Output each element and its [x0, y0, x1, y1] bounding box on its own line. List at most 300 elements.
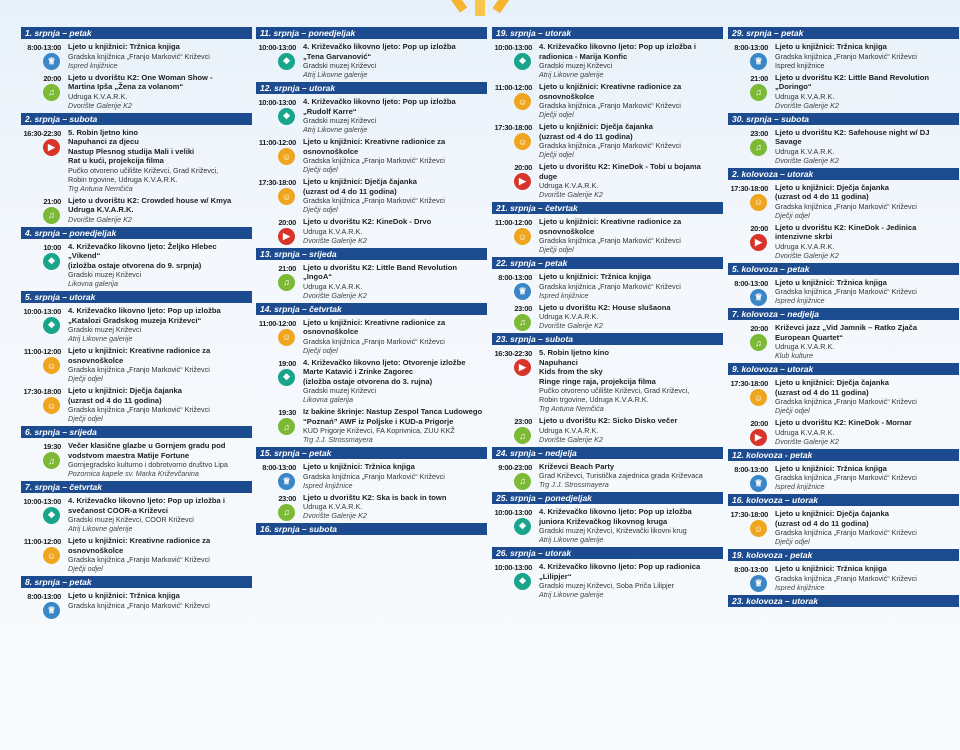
- day-block: [21, 227, 252, 289]
- event-body: [68, 536, 252, 573]
- event-time: 11:00-12:00: [23, 347, 61, 356]
- event-body: [303, 358, 487, 405]
- event-location: Ispred knjižnice: [303, 480, 353, 490]
- day-header: 2. srpnja – subota: [21, 113, 252, 125]
- event-body: [539, 416, 723, 444]
- event-organizer: Udruga K.V.A.R.K.: [303, 281, 363, 291]
- event-item: [21, 441, 252, 478]
- event-location: Trg J.J. Strossmayera: [303, 435, 373, 444]
- event-organizer: Gradska knjižnica „Franjo Marković“ Križevci: [775, 51, 917, 61]
- event-item: [492, 348, 723, 413]
- event-title: radionica - Marija Konfic: [539, 51, 628, 61]
- event-organizer: Gradski muzej Križevci: [68, 270, 142, 279]
- event-body: [68, 591, 252, 610]
- event-time: 11:00-12:00: [23, 537, 61, 546]
- event-location: Dječji odjel: [303, 205, 338, 214]
- event-body: [303, 137, 487, 174]
- day-header: 16. srpnja – subota: [256, 523, 487, 535]
- event-body: [775, 183, 959, 220]
- event-body: [539, 562, 723, 599]
- event-title: Ljeto u dvorištu K2: KineDok - Drvo: [303, 217, 432, 226]
- event-body: [303, 493, 487, 521]
- event-item: [728, 183, 959, 220]
- event-time: 19:00: [278, 358, 296, 368]
- event-location: Dvorište Galerije K2: [303, 290, 367, 300]
- event-body: [775, 378, 959, 415]
- event-title: Ljeto u knjižnici: Tržnica knjiga: [775, 564, 887, 573]
- kids-icon: ☺: [43, 397, 60, 414]
- event-item: [728, 128, 959, 165]
- event-time: 21:00: [278, 263, 296, 273]
- day-header: 22. srpnja – petak: [492, 257, 723, 269]
- day-block: [21, 113, 252, 224]
- film-icon: ▶: [514, 173, 531, 190]
- day-block: [728, 549, 959, 592]
- event-location: Dvorište Galerije K2: [775, 100, 839, 110]
- event-body: [68, 196, 252, 224]
- event-item: [256, 263, 487, 300]
- library-icon: ♕: [750, 475, 767, 492]
- library-icon: ♕: [278, 473, 295, 490]
- event-location: Dječji odjel: [539, 150, 574, 159]
- event-location: Dvorište Galerije K2: [775, 250, 839, 260]
- day-block: [728, 263, 959, 306]
- day-block: [256, 523, 487, 535]
- kids-icon: ☺: [750, 194, 767, 211]
- event-title: 4. Križevačko likovno ljeto: Pop up izložba i: [539, 42, 696, 51]
- day-header: 7. kolovoza – nedjelja: [728, 308, 959, 320]
- event-organizer: Gradski muzej Križevci, COOR Križevci: [68, 515, 194, 524]
- event-location: Ispred knjižnice: [775, 482, 825, 491]
- day-header: 30. srpnja – subota: [728, 113, 959, 125]
- day-header: 4. srpnja – ponedjeljak: [21, 227, 252, 239]
- event-title: (uzrast od 4 do 11 godina): [775, 387, 869, 397]
- event-time: 21:00: [43, 196, 61, 206]
- film-icon: ▶: [278, 228, 295, 245]
- event-title: vodstvom maestra Matije Fortune: [68, 450, 190, 460]
- event-location: Dvorište Galerije K2: [539, 190, 603, 199]
- art-icon: ❖: [514, 518, 531, 535]
- event-organizer: Gradska knjižnica „Franjo Marković“ Križevci: [303, 336, 445, 346]
- day-header: 2. kolovoza – utorak: [728, 168, 959, 180]
- event-item: [492, 82, 723, 119]
- music-icon: ♫: [278, 274, 295, 291]
- event-organizer: Gradska knjižnica „Franjo Marković“ Križevci: [539, 141, 681, 150]
- event-item: [21, 591, 252, 615]
- event-time: 8:00-13:00: [734, 565, 768, 574]
- day-header: 19. kolovoza - petak: [728, 549, 959, 561]
- kids-icon: ☺: [278, 148, 295, 165]
- day-block: [21, 27, 252, 110]
- event-time: 20:00: [514, 163, 532, 172]
- event-body: [775, 223, 959, 260]
- event-item: [256, 462, 487, 490]
- event-title: 4. Križevačko likovno ljeto: Pop up izložba: [303, 97, 456, 106]
- event-item: [728, 509, 959, 546]
- day-block: [256, 248, 487, 300]
- music-icon: ♫: [750, 334, 767, 351]
- day-header: 29. srpnja – petak: [728, 27, 959, 39]
- event-organizer: Udruga K.V.A.R.K.: [303, 226, 363, 236]
- event-location: Dječji odjel: [303, 165, 338, 174]
- event-organizer: Udruga K.V.A.R.K.: [539, 181, 599, 190]
- kids-icon: ☺: [514, 133, 531, 150]
- event-organizer: Gradska knjižnica „Franjo Marković“ Križevci: [775, 397, 917, 406]
- film-icon: ▶: [43, 139, 60, 156]
- event-organizer: Gradski muzej Križevci: [303, 61, 377, 70]
- event-location: Atrij Likovne galerije: [539, 70, 604, 79]
- day-block: [492, 547, 723, 599]
- art-icon: ❖: [43, 507, 60, 524]
- event-item: [256, 177, 487, 214]
- event-body: [539, 303, 723, 331]
- event-location: Dvorište Galerije K2: [303, 235, 367, 245]
- day-header: 8. srpnja – petak: [21, 576, 252, 588]
- event-time: 11:00-12:00: [494, 83, 532, 92]
- event-title: Ljeto u knjižnici: Dječja čajanka: [68, 386, 182, 395]
- event-title: (uzrast od 4 do 11 godina): [539, 131, 633, 141]
- event-organizer: Pučko otvoreno učilište Križevci, Grad Križevci,: [539, 386, 690, 395]
- event-location: Ispred knjižnice: [68, 60, 118, 70]
- day-header: 11. srpnja – ponedjeljak: [256, 27, 487, 39]
- library-icon: ♕: [514, 283, 531, 300]
- event-location: Dvorište Galerije K2: [303, 511, 367, 520]
- event-location: Dječji odjel: [775, 537, 810, 546]
- event-title: Kids from the sky: [539, 367, 603, 376]
- day-header: 5. kolovoza – petak: [728, 263, 959, 275]
- event-time: 17:30-18:00: [730, 183, 768, 193]
- event-title: Ljeto u knjižnici: Tržnica knjiga: [68, 42, 180, 51]
- day-block: [21, 576, 252, 615]
- day-block: [256, 82, 487, 245]
- event-title: Večer klasične glazbe u Gornjem gradu pod: [68, 441, 226, 450]
- event-title: Ljeto u knjižnici: Kreativne radionice za: [303, 317, 446, 327]
- library-icon: ♕: [43, 602, 60, 619]
- library-icon: ♕: [43, 53, 60, 70]
- event-item: [728, 464, 959, 492]
- event-title: Križevci Beach Party: [539, 461, 615, 471]
- event-location: Dječji odjel: [68, 564, 103, 573]
- kids-icon: ☺: [514, 93, 531, 110]
- art-icon: ❖: [278, 108, 295, 125]
- event-location: Dječji odjel: [775, 210, 810, 220]
- event-organizer: Gradska knjižnica „Franjo Marković“ Križevci: [303, 471, 445, 481]
- event-item: [256, 318, 487, 355]
- day-block: [728, 363, 959, 446]
- event-time: 20:00: [750, 419, 768, 428]
- event-item: [728, 278, 959, 306]
- event-item: [21, 386, 252, 423]
- day-header: 12. srpnja – utorak: [256, 82, 487, 94]
- event-organizer: Udruga K.V.A.R.K.: [775, 342, 835, 351]
- event-organizer: Gradska knjižnica „Franjo Marković“ Križevci: [303, 196, 445, 205]
- event-location: Klub kulture: [775, 351, 813, 360]
- event-item: [256, 217, 487, 245]
- event-body: [775, 42, 959, 70]
- event-body: [775, 278, 959, 306]
- event-item: [728, 73, 959, 110]
- event-title: Ljeto u dvorištu K2: KineDok - Mornar: [775, 418, 912, 427]
- event-time: 16:30-22:30: [494, 349, 532, 358]
- event-body: [303, 407, 487, 444]
- event-organizer: Gradska knjižnica „Franjo Marković“ Križevci: [68, 555, 210, 564]
- event-organizer: Gradska knjižnica „Franjo Marković“ Križevci: [775, 201, 917, 211]
- art-icon: ❖: [43, 253, 60, 270]
- schedule-column-4: [728, 27, 959, 610]
- event-title: Udruga K.V.A.R.K.: [68, 205, 134, 214]
- event-body: [303, 263, 487, 300]
- event-body: [539, 507, 723, 544]
- event-time: 10:00-13:00: [23, 497, 61, 506]
- day-block: [256, 447, 487, 520]
- event-title: Ljeto u dvorištu K2: Sicko Disko večer: [539, 416, 678, 425]
- event-title: Marte Katavić i Zrinke Zagorec: [303, 367, 414, 376]
- event-body: [775, 464, 959, 492]
- event-time: 17:30-18:00: [258, 178, 296, 187]
- event-title: Ljeto u dvorištu K2: One Woman Show -: [68, 72, 213, 82]
- event-time: 8:00-13:00: [498, 273, 532, 282]
- music-icon: ♫: [750, 84, 767, 101]
- day-header: 26. srpnja – utorak: [492, 547, 723, 559]
- event-organizer: Gradska knjižnica „Franjo Marković“ Križevci: [539, 101, 681, 110]
- music-icon: ♫: [514, 314, 531, 331]
- event-location: Atrij Likovne galerije: [303, 125, 368, 134]
- event-organizer: Udruga K.V.A.R.K.: [68, 91, 128, 101]
- art-icon: ❖: [43, 317, 60, 334]
- kids-icon: ☺: [278, 329, 295, 346]
- event-item: [256, 137, 487, 174]
- event-title: Martina Ipša „Žena za volanom“: [68, 82, 184, 91]
- event-organizer: Gradska knjižnica „Franjo Marković“ Križevci: [539, 281, 681, 291]
- event-body: [539, 217, 723, 254]
- event-time: 10:00-13:00: [23, 307, 61, 316]
- event-body: [775, 128, 959, 165]
- event-item: [21, 346, 252, 383]
- event-title: Ljeto u knjižnici: Kreativne radionice za: [539, 217, 682, 226]
- event-title: 4. Križevačko likovno ljeto: Otvorenje izložbe: [303, 357, 466, 367]
- event-time: 8:00-13:00: [262, 463, 296, 472]
- event-time: 17:30-18:00: [730, 379, 768, 388]
- event-title: Napuhanci za djecu: [68, 137, 139, 146]
- event-location: Dvorište Galerije K2: [775, 155, 839, 165]
- day-block: [728, 449, 959, 492]
- event-time: 10:00-13:00: [494, 508, 532, 517]
- event-title: Ljeto u knjižnici: Tržnica knjiga: [539, 272, 651, 281]
- event-body: [539, 122, 723, 159]
- event-item: [492, 162, 723, 199]
- kids-icon: ☺: [278, 188, 295, 205]
- day-block: [728, 27, 959, 110]
- event-item: [492, 122, 723, 159]
- event-body: [68, 306, 252, 343]
- event-location: Atrij Likovne galerije: [539, 535, 604, 544]
- event-location: Atrij Likovne galerije: [68, 524, 133, 533]
- event-body: [68, 441, 252, 478]
- event-title: Ljeto u knjižnici: Tržnica knjiga: [68, 591, 180, 600]
- event-time: 23:00: [750, 128, 768, 138]
- event-title: European Quartet“: [775, 332, 843, 342]
- event-title: Ljeto u dvorištu K2: Little Band Revolution: [303, 262, 457, 272]
- day-block: [492, 447, 723, 490]
- event-location: Dječji odjel: [539, 110, 574, 119]
- day-block: [21, 481, 252, 573]
- event-location: Dvorište Galerije K2: [68, 100, 132, 110]
- event-item: [256, 358, 487, 405]
- event-location: Trg Antuna Nemčića: [539, 404, 604, 413]
- library-icon: ♕: [750, 575, 767, 592]
- event-item: [256, 42, 487, 79]
- event-title: Ljeto u dvorištu K2: KineDok - Jedinica: [775, 222, 917, 232]
- music-icon: ♫: [278, 504, 295, 521]
- event-title: 4. Križevačko likovno ljeto: Željko Hlebec: [68, 241, 217, 251]
- event-location: Ispred knjižnice: [775, 296, 825, 305]
- event-title: osnovnoškolce: [303, 146, 359, 156]
- event-organizer: Gradska knjižnica „Franjo Marković“ Križevci: [68, 600, 210, 610]
- event-time: 11:00-12:00: [494, 218, 532, 227]
- kids-icon: ☺: [750, 389, 767, 406]
- event-time: 8:00-13:00: [734, 43, 768, 52]
- event-item: [492, 303, 723, 331]
- film-icon: ▶: [750, 429, 767, 446]
- event-title: Ringe ringe raja, projekcija filma: [539, 376, 656, 386]
- event-title: (uzrast od 4 do 11 godina): [775, 192, 869, 201]
- event-organizer: Udruga K.V.A.R.K.: [775, 91, 835, 101]
- day-header: 12. kolovoza - petak: [728, 449, 959, 461]
- day-header: 19. srpnja – utorak: [492, 27, 723, 39]
- event-organizer: Gradski muzej Križevci: [68, 325, 142, 334]
- art-icon: ❖: [514, 573, 531, 590]
- event-organizer: KUD Prigorje Križevci, FA Koprivnica, ZUU KKŽ: [303, 426, 455, 435]
- event-time: 9:00-23:00: [498, 462, 532, 472]
- day-block: [256, 303, 487, 445]
- day-header: 23. kolovoza – utorak: [728, 595, 959, 607]
- event-title: 4. Križevačko likovno ljeto: Pop up izložba: [539, 507, 692, 516]
- event-title: Ljeto u dvorištu K2: House slušaona: [539, 302, 671, 312]
- event-time: 10:00-13:00: [258, 43, 296, 52]
- event-time: 8:00-13:00: [734, 464, 768, 474]
- event-body: [303, 462, 487, 490]
- event-organizer: Udruga K.V.A.R.K.: [775, 146, 835, 156]
- day-header: 25. srpnja – ponedjeljak: [492, 492, 723, 504]
- event-title: 4. Križevačko likovno ljeto: Pop up radionica: [539, 562, 701, 571]
- event-title: Rat u kući, projekcija filma: [68, 156, 164, 165]
- event-title: „Lilipjer“: [539, 571, 572, 581]
- event-item: [256, 97, 487, 134]
- event-body: [68, 128, 252, 193]
- kids-icon: ☺: [43, 357, 60, 374]
- day-header: 23. srpnja – subota: [492, 333, 723, 345]
- event-item: [256, 493, 487, 521]
- event-organizer: Gradska knjižnica „Franjo Marković“ Križevci: [68, 405, 210, 414]
- event-time: 10:00-13:00: [494, 563, 532, 572]
- schedule-column-2: [256, 27, 487, 538]
- event-location: Dvorište Galerije K2: [775, 436, 839, 446]
- event-title: „Rudolf Karre“: [303, 106, 357, 116]
- event-body: [68, 242, 252, 289]
- event-title: Ljeto u knjižnici: Dječja čajanka: [775, 378, 889, 387]
- event-title: Ljeto u dvorištu K2: Little Band Revolution: [775, 72, 929, 82]
- day-header: 15. srpnja – petak: [256, 447, 487, 459]
- event-location: Dječji odjel: [68, 374, 103, 383]
- event-body: [68, 386, 252, 423]
- event-title: juniora Križevačkog likovnog kruga: [539, 516, 668, 526]
- library-icon: ♕: [750, 53, 767, 70]
- event-title: Ljeto u dvorištu K2: Safehouse night w/ DJ: [775, 127, 930, 137]
- event-body: [303, 42, 487, 79]
- event-organizer: Robin trgovine, Udruga K.V.A.R.K.: [539, 395, 649, 404]
- music-icon: ♫: [43, 207, 60, 224]
- music-icon: ♫: [514, 473, 531, 490]
- day-block: [728, 595, 959, 607]
- event-title: „Vikend“: [68, 251, 101, 260]
- event-item: [492, 217, 723, 254]
- event-organizer: Udruga K.V.A.R.K.: [539, 312, 599, 321]
- event-body: [539, 462, 723, 490]
- event-item: [21, 306, 252, 343]
- event-body: [68, 346, 252, 383]
- day-header: 14. srpnja – četvrtak: [256, 303, 487, 315]
- sun-graphic: [440, 0, 520, 18]
- event-time: 10:00: [43, 242, 61, 252]
- event-title: Ljeto u knjižnici: Dječja čajanka: [539, 122, 653, 131]
- music-icon: ♫: [750, 139, 767, 156]
- event-body: [303, 177, 487, 214]
- event-title: osnovnoškolce: [539, 226, 595, 236]
- event-organizer: Gradska knjižnica „Franjo Marković“ Križevci: [68, 51, 210, 61]
- event-organizer: Gradska knjižnica „Franjo Marković“ Križevci: [775, 573, 917, 583]
- event-title: 5. Robin ljetno kino: [539, 348, 610, 357]
- event-title: 4. Križevačko likovno ljeto: Pop up izložba i: [68, 496, 225, 505]
- event-organizer: Gradska knjižnica „Franjo Marković“ Križevci: [68, 365, 210, 374]
- kids-icon: ☺: [43, 547, 60, 564]
- event-time: 11:00-12:00: [258, 138, 296, 147]
- event-organizer: Robin trgovine, Udruga K.V.A.R.K.: [68, 174, 178, 184]
- event-organizer: Udruga K.V.A.R.K.: [775, 427, 835, 437]
- day-block: [21, 426, 252, 478]
- day-header: 13. srpnja – srijeda: [256, 248, 487, 260]
- library-icon: ♕: [750, 289, 767, 306]
- event-time: 8:00-13:00: [734, 278, 768, 288]
- event-body: [775, 418, 959, 446]
- event-title: 4. Križevačko likovno ljeto: Pop up izložba: [68, 306, 221, 315]
- music-icon: ♫: [43, 452, 60, 469]
- event-title: osnovnoškolce: [539, 91, 595, 101]
- event-title: 5. Robin ljetno kino: [68, 127, 139, 137]
- event-body: [68, 496, 252, 533]
- event-location: Dvorište Galerije K2: [539, 434, 603, 444]
- day-block: [492, 257, 723, 330]
- day-block: [492, 27, 723, 199]
- event-title: Nastup Plesnog studija Mali i veliki: [68, 146, 195, 156]
- event-location: Trg Antuna Nemčića: [68, 183, 133, 193]
- event-item: [728, 42, 959, 70]
- event-time: 17:30-18:00: [730, 510, 768, 519]
- day-header: 9. kolovoza – utorak: [728, 363, 959, 375]
- event-title: (uzrast od 4 do 11 godina): [775, 518, 869, 528]
- event-location: Likovna galerija: [303, 395, 353, 404]
- music-icon: ♫: [43, 84, 60, 101]
- kids-icon: ☺: [514, 228, 531, 245]
- event-time: 16:30-22:30: [23, 128, 61, 138]
- music-icon: ♫: [278, 418, 295, 435]
- event-title: Ljeto u knjižnici: Kreativne radionice za: [68, 346, 211, 355]
- event-title: Ljeto u knjižnici: Dječja čajanka: [303, 177, 417, 186]
- event-title: Ljeto u knjižnici: Kreativne radionice za: [303, 137, 446, 146]
- event-location: Dvorište Galerije K2: [539, 321, 603, 330]
- event-item: [21, 242, 252, 289]
- event-item: [21, 496, 252, 533]
- event-body: [539, 162, 723, 199]
